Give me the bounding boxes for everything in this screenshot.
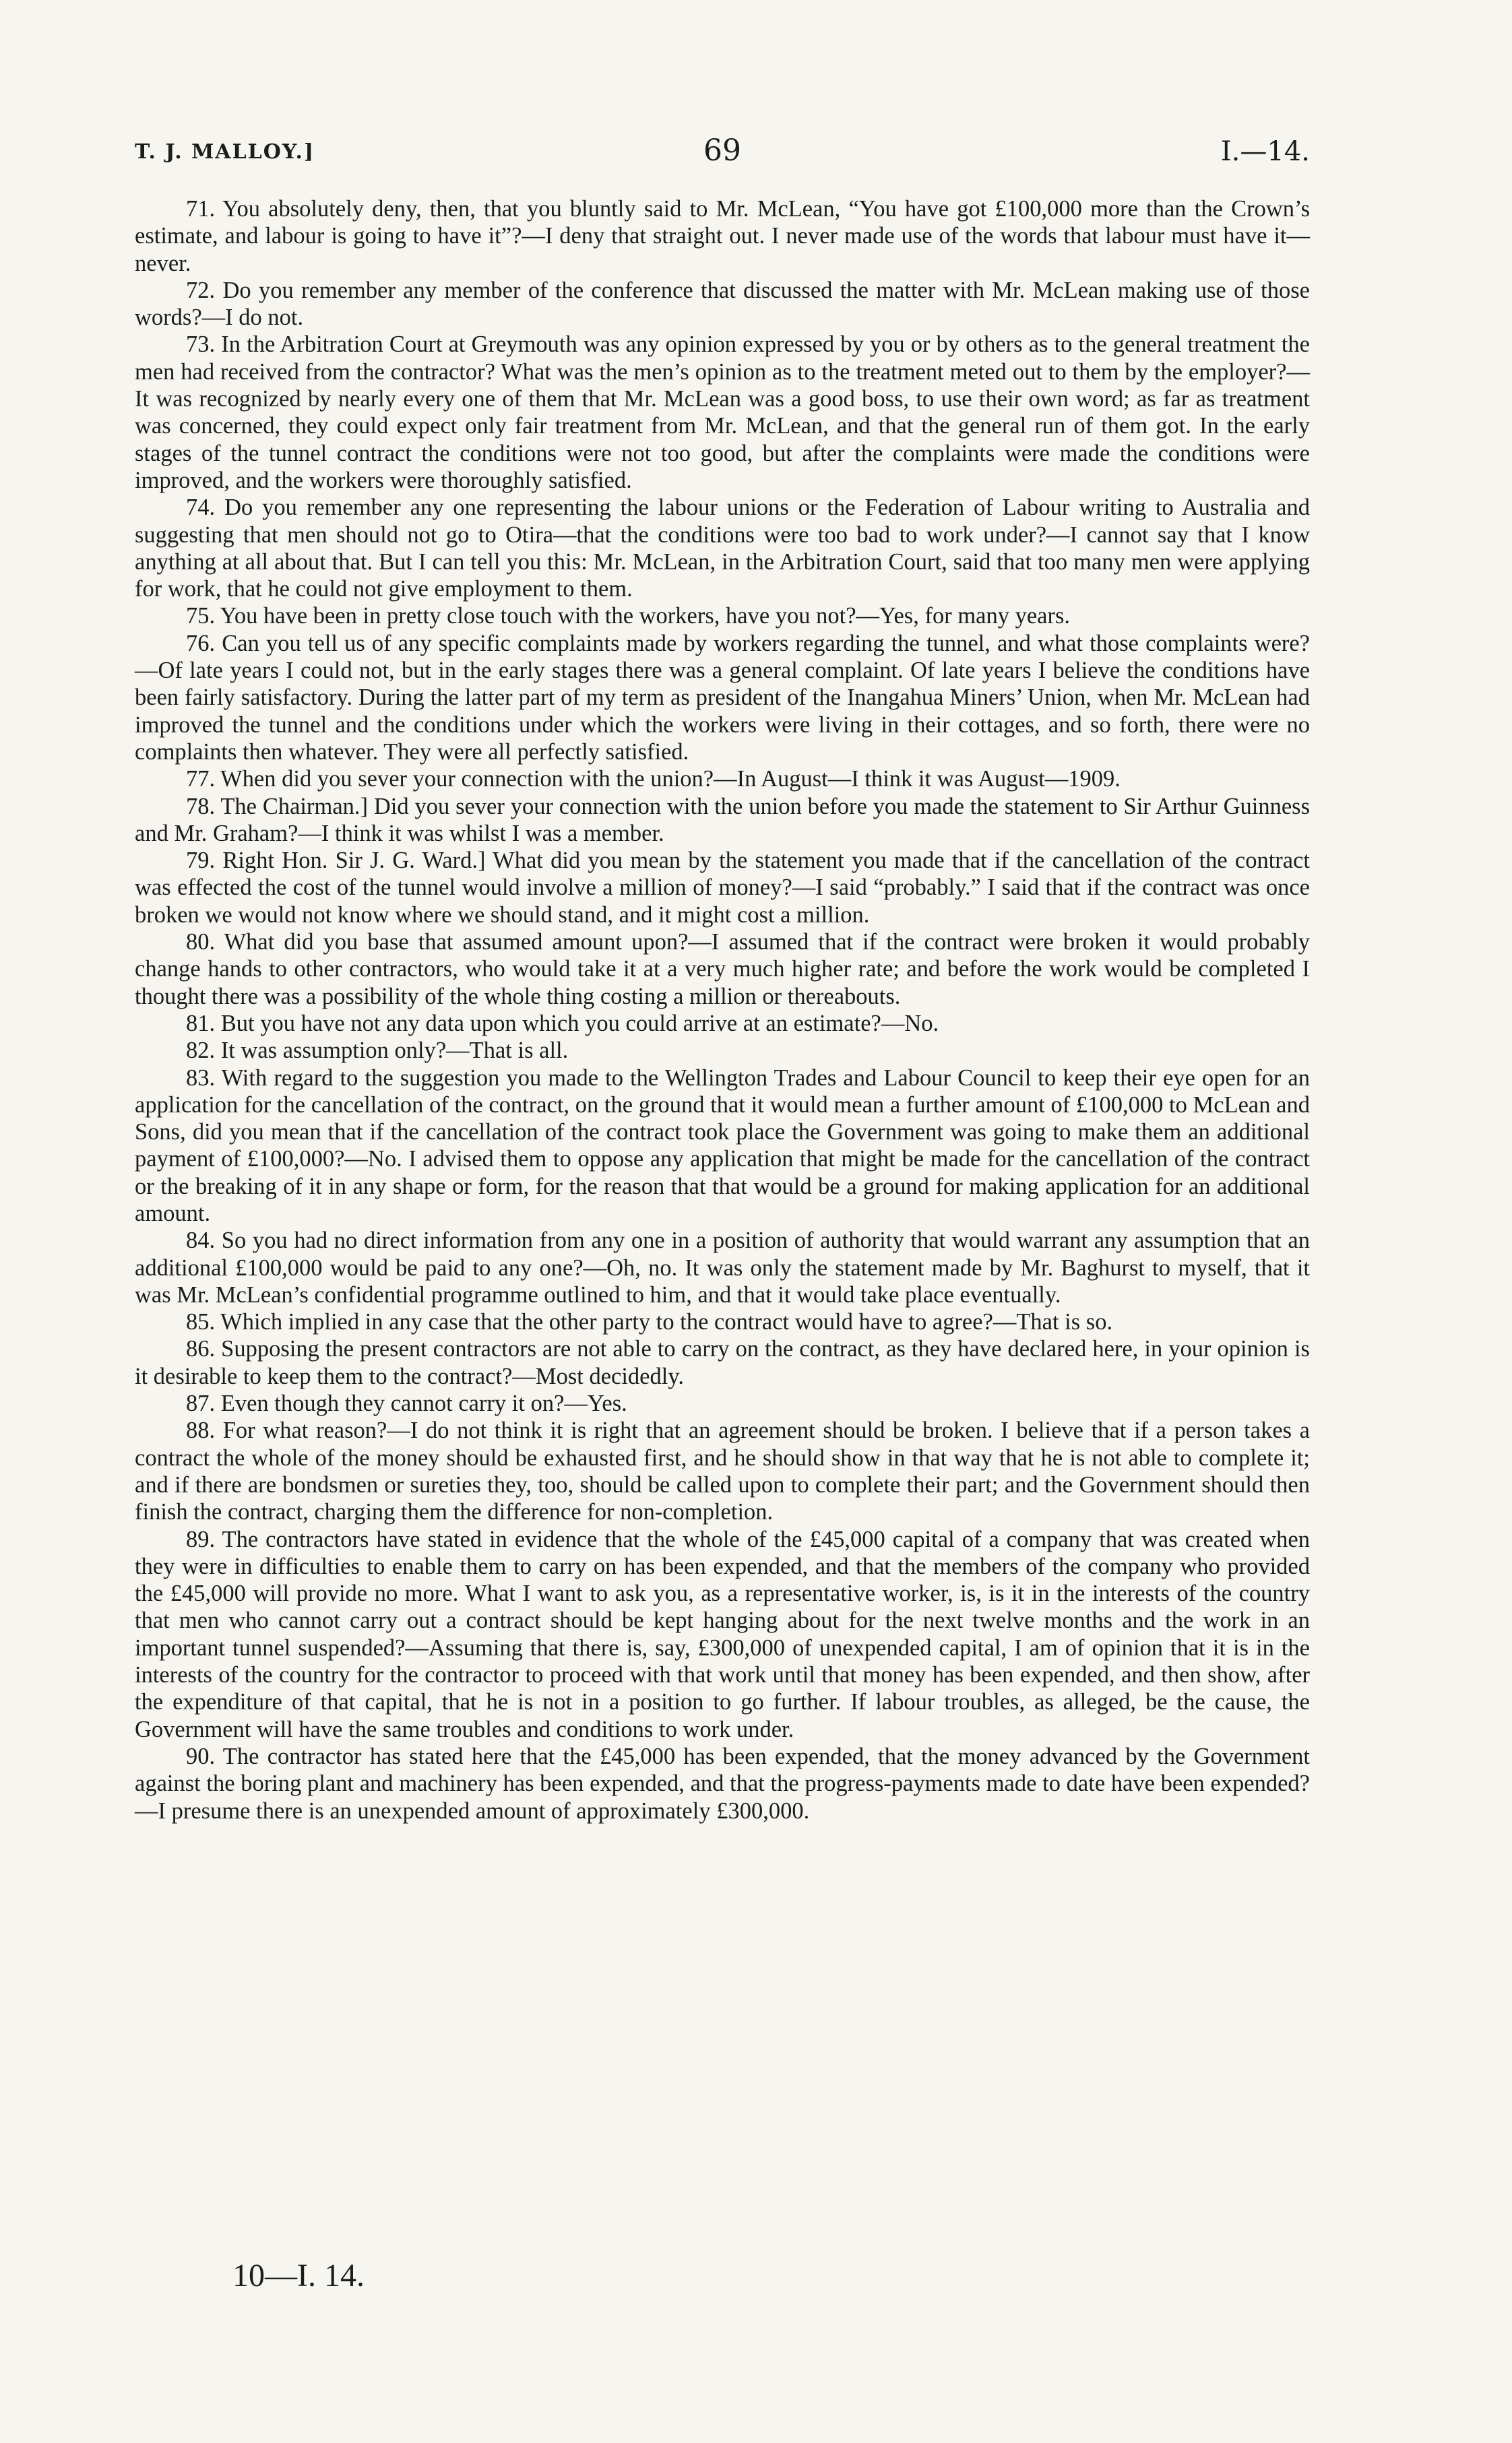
signature-mark: 10—I. 14.: [232, 2258, 365, 2293]
question-79: 79. Right Hon. Sir J. G. Ward.] What did you mean by the statement you made that if the cancellation of the contract was effected the cost of the tunnel would involve a million of money?—I said “probably.” I said that if the contract was once broken we would not know where we should stand, and it might cost a million.: [135, 848, 1310, 928]
question-75: 75. You have been in pretty close touch with the workers, have you not?—Yes, for many years.: [186, 603, 1071, 629]
body-text: [135, 195, 1310, 1825]
question-80: 80. What did you base that assumed amount upon?—I assumed that if the contract were broken it would probably change hands to other contractors, who would take it at a very much higher rate; and before the work would be completed I thought there was a possibility of the whole thing costing a million or thereabouts.: [135, 929, 1310, 1009]
question-83: 83. With regard to the suggestion you made to the Wellington Trades and Labour Council to keep their eye open for an application for the cancellation of the contract, on the ground that it would mean a further amount of £100,000 to McLean and Sons, did you mean that if the cancellation of the contract took place the Government was going to make them an additional payment of £100,000?—No. I advised them to oppose any application that might be made for the cancellation of the contract or the breaking of it in any shape or form, for the reason that that would be a ground for making application for an additional amount.: [135, 1065, 1310, 1226]
question-77: 77. When did you sever your connection with the union?—In August—I think it was August—1909.: [186, 766, 1121, 792]
question-84: 84. So you had no direct information from any one in a position of authority that would warrant any assumption that an additional £100,000 would be paid to any one?—Oh, no. It was only the statement made by Mr. Baghurst to myself, that it was Mr. McLean’s confidential programme outlined to him, and that it would take place eventually.: [135, 1228, 1310, 1308]
question-81: 81. But you have not any data upon which you could arrive at an estimate?—No.: [186, 1010, 939, 1036]
question-74: 74. Do you remember any one representing the labour unions or the Federation of Labour writing to Australia and suggesting that men should not go to Otira—that the conditions were too bad to work under?—I cannot say that I know anything at all about that. But I can tell you this: Mr. McLean, in the Arbitration Court, said that too many men were applying for work, that he could not give employment to them.: [135, 495, 1310, 602]
question-87: 87. Even though they cannot carry it on?—Yes.: [186, 1391, 627, 1417]
question-85: 85. Which implied in any case that the other party to the contract would have to agree?—That is so.: [186, 1309, 1113, 1335]
paper-reference: I.—14.: [1220, 136, 1310, 167]
witness-name: T. J. MALLOY.]: [135, 140, 315, 164]
running-head: [135, 133, 1310, 174]
question-76: 76. Can you tell us of any specific complaints made by workers regarding the tunnel, and what those complaints were?—Of late years I could not, but in the early stages there was a general complaint. Of late years I believe the conditions have been fairly satisfactory. During the latter part of my term as president of the Inangahua Miners’ Union, when Mr. McLean had improved the tunnel and the conditions under which the workers were living in their cottages, and so forth, there were no complaints then whatever. They were all perfectly satisfied.: [135, 630, 1310, 765]
question-71: 71. You absolutely deny, then, that you bluntly said to Mr. McLean, “You have got £100,000 more than the Crown’s estimate, and labour is going to have it”?—I deny that straight out. I never made use of the words that labour must have it—never.: [135, 196, 1310, 276]
question-86: 86. Supposing the present contractors are not able to carry on the contract, as they have declared here, in your opinion is it desirable to keep them to the contract?—Most decidedly.: [135, 1336, 1310, 1389]
page-number: 69: [703, 133, 741, 168]
question-88: 88. For what reason?—I do not think it is right that an agreement should be broken. I believe that if a person takes a contract the whole of the money should be exhausted first, and he should show in that way that he is not able to complete it; and if there are bondsmen or sureties they, too, should be called upon to complete their part; and the Government should then finish the contract, charging them the difference for non-completion.: [135, 1418, 1310, 1525]
question-78: 78. The Chairman.] Did you sever your connection with the union before you made the statement to Sir Arthur Guinness and Mr. Graham?—I think it was whilst I was a member.: [135, 793, 1310, 846]
question-72: 72. Do you remember any member of the conference that discussed the matter with Mr. McLean making use of those words?—I do not.: [135, 277, 1310, 331]
question-89: 89. The contractors have stated in evidence that the whole of the £45,000 capital of a company that was created when they were in difficulties to enable them to carry on has been expended, and that the members of the company who provided the £45,000 will provide no more. What I want to ask you, as a representative worker, is, is it in the interests of the country that men who cannot carry out a contract should be kept hanging about for the next twelve months and the work in an important tunnel suspended?—Assuming that there is, say, £300,000 of unexpended capital, I am of opinion that it is in the interests of the country for the contractor to proceed with that work until that money has been expended, and then show, after the expenditure of that capital, that he is not in a position to go further. If labour troubles, as alleged, be the cause, the Government will have the same troubles and conditions to work under.: [135, 1526, 1310, 1742]
question-82: 82. It was assumption only?—That is all.: [186, 1038, 569, 1064]
question-73: 73. In the Arbitration Court at Greymouth was any opinion expressed by you or by others as to the general treatment the men had received from the contractor? What was the men’s opinion as to the treatment meted out to them by the employer?—It was recognized by nearly every one of them that Mr. McLean was a good boss, to use their own word; as far as treatment was concerned, they could expect only fair treatment from Mr. McLean, and that the general run of them got. In the early stages of the tunnel contract the conditions were not too good, but after the complaints were made the conditions were improved, and the workers were thoroughly satisfied.: [135, 331, 1310, 493]
question-90: 90. The contractor has stated here that the £45,000 has been expended, that the money advanced by the Government against the boring plant and machinery has been expended, and that the progress-payments made to date have been expended?—I presume there is an unexpended amount of approximately £300,000.: [135, 1743, 1310, 1824]
